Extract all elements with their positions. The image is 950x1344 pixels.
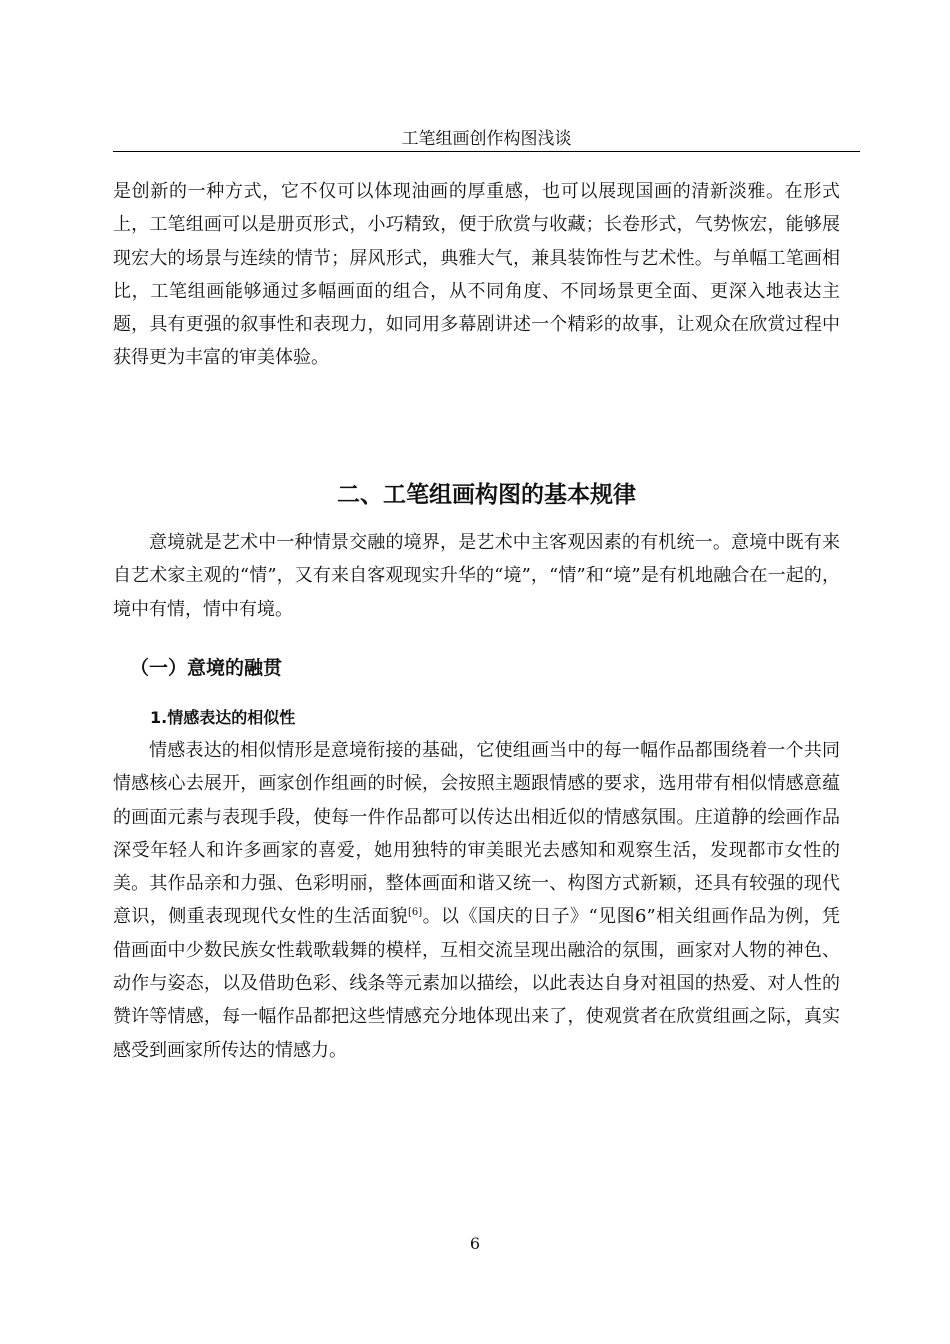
section-heading: 二、工笔组画构图的基本规律 [337, 482, 636, 508]
subsection-heading: （一）意境的融贯 [130, 657, 283, 679]
paragraph-intro: 意境就是艺术中一种情景交融的境界，是艺术中主客观因素的有机统一。意境中既有来自艺术家主观的“情”，又有来自客观现实升华的“境”，“情”和“境”是有机地融合在一起的，境中有情，情中有境。 [113, 532, 840, 620]
page-number: 6 [469, 1234, 481, 1253]
subsubsection-heading: 1.情感表达的相似性 [150, 708, 296, 727]
paragraph-body [113, 734, 840, 1067]
paragraph-continued: 是创新的一种方式，它不仅可以体现油画的厚重感，也可以展现国画的清新淡雅。在形式上，工笔组画可以是册页形式，小巧精致，便于欣赏与收藏；长卷形式，气势恢宏，能够展现宏大的场景与连续的情节；屏风形式，典雅大气，兼具装饰性与艺术性。与单幅工笔画相比，工笔组画能够通过多幅画面的组合，从不同角度、不同场景更全面、更深入地表达主题，具有更强的叙事性和表现力，如同用多幕剧讲述一个精彩的故事，让观众在欣赏过程中获得更为丰富的审美体验。 [113, 181, 840, 369]
paragraph-body-part1: 情感表达的相似情形是意境衔接的基础，它使组画当中的每一幅作品都围绕着一个共同情感核心去展开，画家创作组画的时候，会按照主题跟情感的要求，选用带有相似情感意蕴的画面元素与表现手段，使每一件作品都可以传达出相近似的情感氛围。庄道静的绘画作品深受年轻人和许多画家的喜爱，她用独特的审美眼光去感知和观察生活，发现都市女性的美。其作品亲和力强、色彩明丽，整体画面和谐又统一、构图方式新颖，还具有较强的现代意识，侧重表现现代女性的生活面貌 [113, 740, 840, 928]
paragraph-body-part2: 。以《国庆的日子》“见图6”相关组画作品为例，凭借画面中少数民族女性载歌载舞的模样，互相交流呈现出融洽的氛围，画家对人物的神色、动作与姿态，以及借助色彩、线条等元素加以描绘，以此表达自身对祖国的热爱、对人性的赞许等情感，每一幅作品都把这些情感充分地体现出来了，使观赏者在欣赏组画之际，真实感受到画家所传达的情感力。 [113, 906, 841, 1061]
running-header: 工笔组画创作构图浅谈 [401, 129, 572, 149]
header-rule [113, 151, 860, 152]
citation-ref[interactable]: [6] [407, 907, 423, 919]
